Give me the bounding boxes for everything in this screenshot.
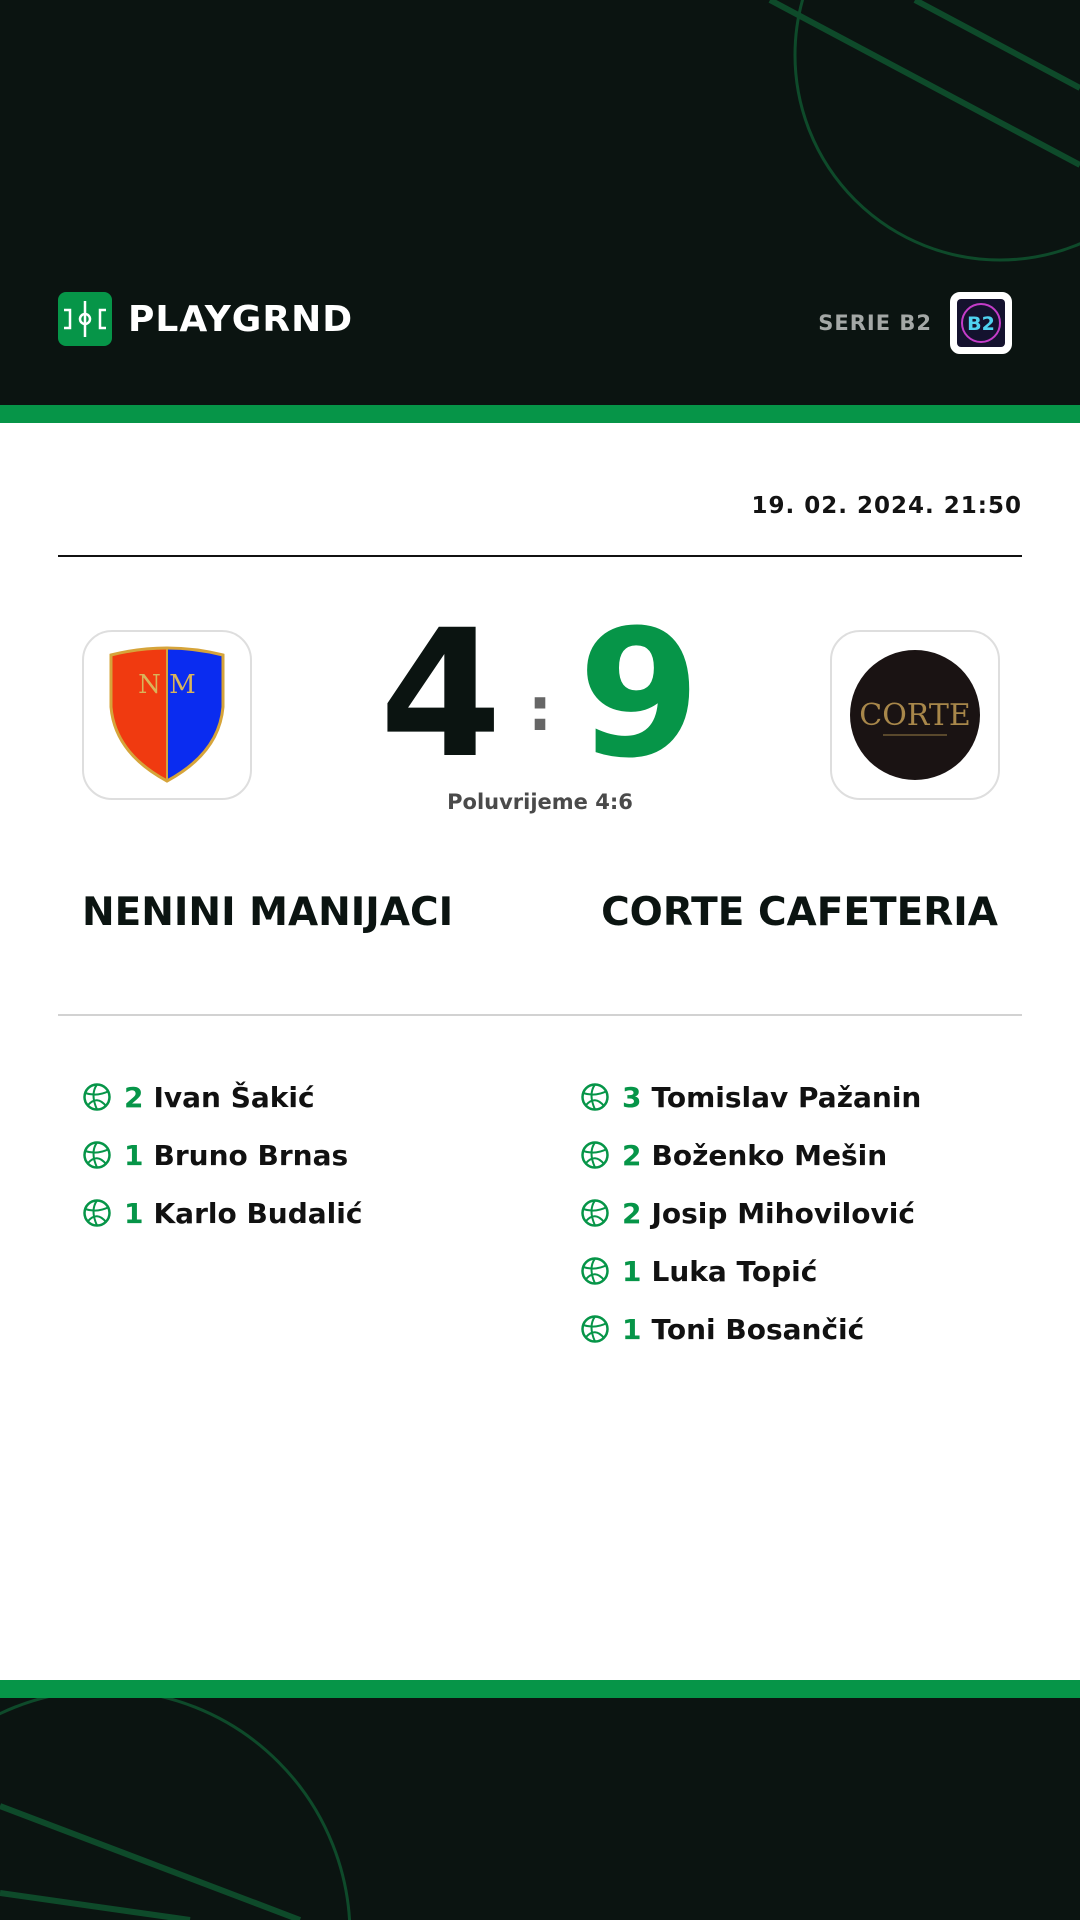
accent-strip-top: [0, 405, 1080, 423]
home-scorers-list: [82, 1068, 362, 1242]
player-name: Karlo Budalić: [153, 1196, 363, 1230]
divider: [58, 555, 1022, 557]
goal-count: 2: [124, 1080, 144, 1114]
home-crest-icon: [107, 645, 227, 785]
halftime-score: Poluvrijeme 4:6: [447, 790, 633, 814]
away-team-logo: [830, 630, 1000, 800]
football-icon: [580, 1256, 610, 1286]
scorer-row: [580, 1300, 921, 1358]
goal-count: 3: [622, 1080, 642, 1114]
goal-count: 1: [124, 1138, 144, 1172]
footer-band: [0, 1698, 1080, 1920]
home-crest-text: N M: [138, 670, 196, 700]
scorer-row: [580, 1242, 921, 1300]
league: [818, 292, 1012, 354]
away-crest-icon: [849, 649, 981, 781]
league-logo-icon: [957, 299, 1005, 347]
player-name: Tomislav Pažanin: [651, 1080, 922, 1114]
football-icon: [82, 1082, 112, 1112]
football-pitch-icon: [58, 292, 112, 346]
scorer-row: [82, 1126, 362, 1184]
brand-name: PLAYGRND: [128, 298, 354, 340]
home-team-logo: [82, 630, 252, 800]
football-icon: [580, 1082, 610, 1112]
scorer-row: [580, 1126, 921, 1184]
scorer-row: [82, 1184, 362, 1242]
match-datetime: 19. 02. 2024. 21:50: [751, 493, 1022, 519]
goal-count: 1: [622, 1254, 642, 1288]
football-icon: [580, 1140, 610, 1170]
league-name: SERIE B2: [818, 311, 932, 335]
football-icon: [580, 1314, 610, 1344]
goal-count: 1: [622, 1312, 642, 1346]
away-score: 9: [578, 592, 701, 797]
pitch-lines-decoration: [0, 1698, 1080, 1920]
divider: [58, 1014, 1022, 1016]
away-team-name: CORTE CAFETERIA: [601, 890, 998, 935]
player-name: Ivan Šakić: [153, 1080, 315, 1114]
home-team-name: NENINI MANIJACI: [82, 890, 454, 935]
player-name: Bruno Brnas: [153, 1138, 349, 1172]
football-icon: [82, 1140, 112, 1170]
football-icon: [580, 1198, 610, 1228]
scorer-row: [580, 1068, 921, 1126]
score-separator: :: [528, 675, 552, 745]
header-band: [0, 0, 1080, 405]
away-scorers-list: [580, 1068, 921, 1358]
scorer-row: [82, 1068, 362, 1126]
player-name: Boženko Mešin: [651, 1138, 888, 1172]
brand: [58, 292, 353, 346]
league-badge-text: B2: [967, 313, 995, 335]
accent-strip-bottom: [0, 1680, 1080, 1698]
player-name: Luka Topić: [651, 1254, 818, 1288]
league-badge: [950, 292, 1012, 354]
football-icon: [82, 1198, 112, 1228]
goal-count: 2: [622, 1138, 642, 1172]
home-score: 4: [379, 592, 502, 797]
goal-count: 2: [622, 1196, 642, 1230]
scoreboard: [340, 592, 740, 797]
scorer-row: [580, 1184, 921, 1242]
goal-count: 1: [124, 1196, 144, 1230]
away-crest-text: CORTE: [859, 698, 971, 733]
player-name: Toni Bosančić: [651, 1312, 865, 1346]
player-name: Josip Mihovilović: [651, 1196, 915, 1230]
